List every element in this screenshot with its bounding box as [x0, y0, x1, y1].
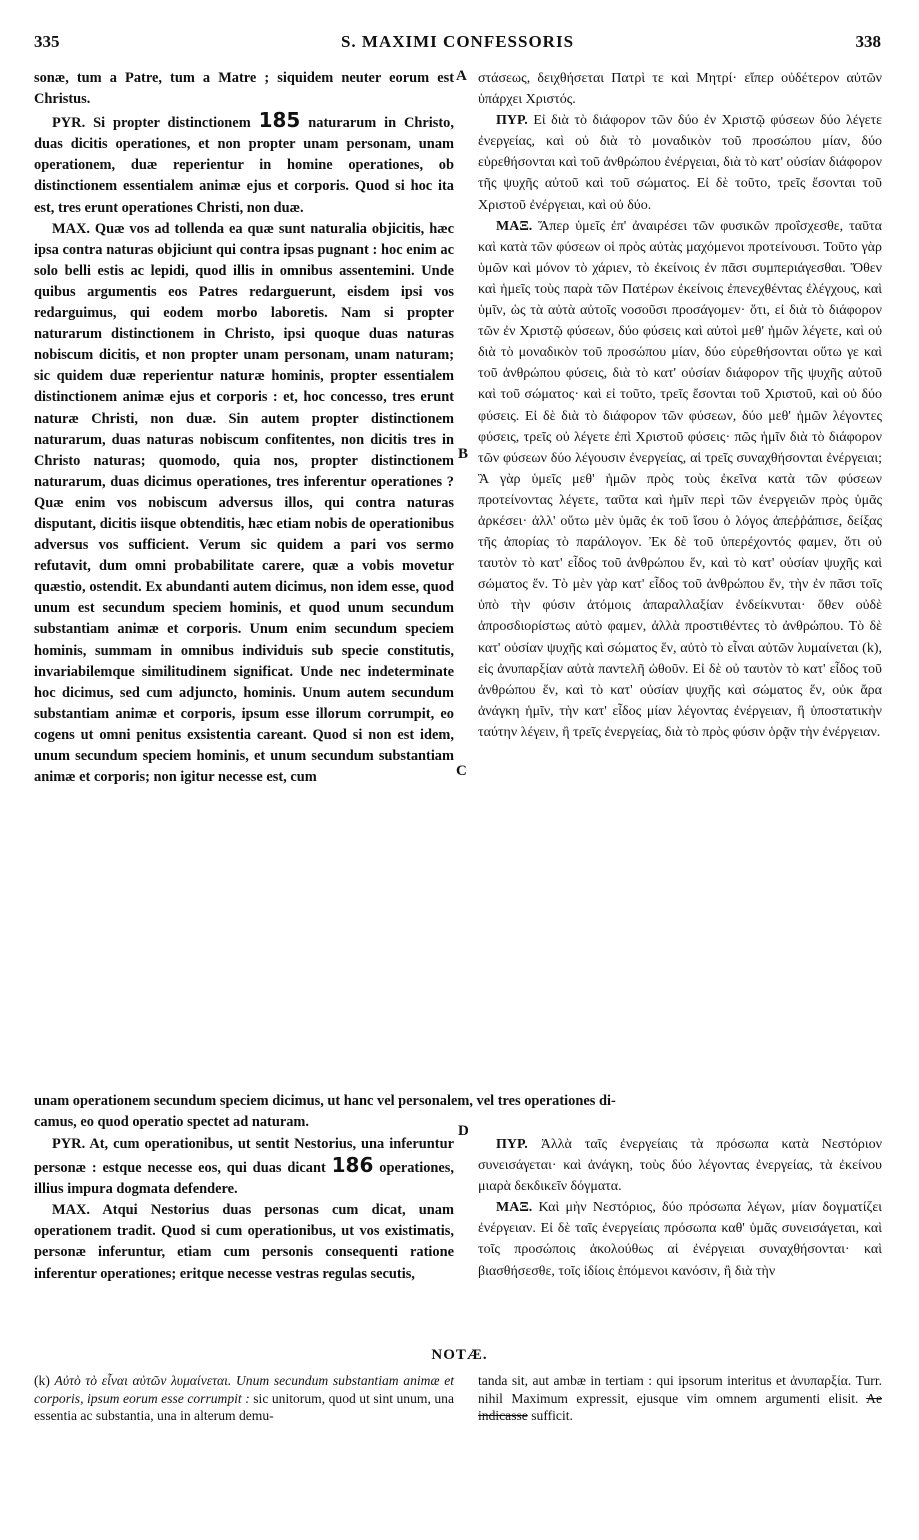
- column-number: 185: [258, 108, 301, 133]
- latin-paragraph-2: [34, 219, 454, 789]
- latin-text: naturarum in Christo, duas dicitis operationes, et non propter unam personam, unam operationem, duæ reperientur in homine operationes, ob distinctionem essentialem animæ ejus et corporis. Quod si hoc ita est, tres erunt operationes Christi, non duæ.: [34, 115, 454, 216]
- margin-marker-d: D: [458, 1123, 469, 1139]
- greek-column-lower: [478, 1134, 882, 1282]
- speaker-label: ΠΥΡ.: [496, 1137, 528, 1152]
- speaker-label: MAX.: [52, 1202, 90, 1219]
- speaker-label: MAX.: [52, 220, 90, 237]
- note-label: (k): [34, 1373, 50, 1388]
- note-text: sufficit.: [531, 1408, 573, 1423]
- note-left: [34, 1372, 454, 1425]
- note-text: sic unitorum, quod ut sint unum, una essentia ac substantia, una in alterum demu-: [34, 1390, 455, 1423]
- latin-text: Atqui Nestorius duas personas cum dicat, unam operationem tradit. Quod si cum operationibus, ut vos existimatis, personæ inferuntur, etiam cum personis consequenti ratione inferentur operationes; eritque necesse vestras regulas secutis,: [34, 1202, 454, 1282]
- note-right: [478, 1372, 882, 1425]
- full-width-block: [34, 1091, 884, 1133]
- greek-text: Ἅπερ ὑμεῖς ἐπ' ἀναιρέσει τῶν φυσικῶν προΐσχεσθε, ταῦτα καὶ κατὰ τῶν φύσεων οἱ πρὸς αὐτὰς μαχόμενοι προτείνουσι. Τοῦτο γὰρ ὑμῶν καὶ μόνον τὸ χάριεν, τὸ ἐκείνοις ἐν πᾶσι συμπεριάγεσθαι. Ὅθεν καὶ ἡμεῖς τοὺς παρὰ τῶν Πατέρων ἐκείνοις ἐπενεχθέντας ἐλέγχους, καὶ ὑμῖν, ὡς τὰ αὐτὰ αὐτοῖς νοσοῦσι προσάγομεν· ὅτι, εἰ διὰ τὸ διάφορον τῶν ἐν Χριστῷ φύσεων, δύο φύσεις καὶ αὐτοὶ μεθ' ἡμῶν λέγετε, καὶ οὐ διὰ τὸ μοναδικὸν τοῦ προσώπου μίαν, δύο εὑρεθήσονται οὕτω γε καὶ τοῦ ἀνθρώπου φύσεις, διὰ τὸ κατ' οὐσίαν διάφορον τῆς ψυχῆς αὐτοῦ καὶ τοῦ σώματος· καὶ εἰ τοῦτο, τρεῖς ἔσονται τοῦ Χριστοῦ, καὶ οὐ δύο φύσεις. Εἰ δὲ διὰ τὸ διάφορον τῶν φύσεων, δύο μεθ' ἡμῶν λέγοντες φύσεις, τρεῖς οὐ λέγετε ἐπὶ Χριστοῦ φύσεις· πῶς ἡμῖν διὰ τὸ διάφορον τῶν φύσεων δύο λέγουσιν ἐνεργείας, αἱ τρεῖς συναχθήσονται ἐνέργειαι; Ἃ γὰρ ὑμεῖς μεθ' ἡμῶν πρὸς τοὺς ἐκεῖνα κατὰ τῶν φύσεων προτείνοντας λέγετε, ταῦτα καὶ ἡμῖν περὶ τῶν ἐνεργειῶν πρὸς ὑμᾶς ἀρκέσει· ἀλλ' οὕτω μὲν ὑμᾶς ἐκ τοῦ ἴσου ὁ λόγος ἀπεῤῥάπισε, δείξας τῆς ἀπορίας τὸ παράλογον. Ἐκ δὲ τοῦ ὑπερέχοντός φαμεν, ὅτι οὐ ταυτὸν τὸ κατ' εἶδος τοῦ ἀνθρώπου ἕν, καὶ τὸ κατ' οὐσίαν ψυχῆς καὶ σώματος ἕν. Τὸ μὲν γὰρ κατ' εἶδος τοῦ ἀνθρώπου ἕν, τὴν ἐν πᾶσι τοῖς ὑπὸ τὴν φύσιν ἀτόμοις ἀπαραλλαξίαν ἐνδείκνυται· ὅθεν οὐδὲ ἀπροσδιορίστως αὐτὸ φαμεν, ἀλλὰ προστιθέντες τὸ ἀνθρώπου. Τὸ δὲ κατ' οὐσίαν ψυχῆς καὶ σώματος ἕν, αὐτὸ τὸ εἶναι αὐτῶν λυμαίνεται (k), εἰς ἀνυπαρξίαν αὐτὰ παντελῆ ὠθοῦν. Εἰ δὲ οὐ ταυτὸν τὸ κατ' εἶδος τοῦ ἀνθρώπου ἕν, καὶ τὸ κατ' οὐσίαν ψυχῆς καὶ σώματος ἕν, οὐκ ἄρα ἀνάγκη ἡμῖν, τὴν κατ' εἶδος μίαν λέγοντας ἐνέργειαν, ἢ ὑποστατικὴν ταύτην λέγειν, ἢ τρεῖς ἐνεργείας, διὰ τὸ πρὸς φύσιν ὁρᾷν τὴν ἐνέργειαν.: [478, 218, 882, 740]
- speaker-label: ΠΥΡ.: [496, 113, 528, 129]
- latin-paragraph-3: [34, 1134, 454, 1200]
- latin-paragraph-4: [34, 1200, 454, 1284]
- note-latin-italic: Unum secundum substantiam animæ et corporis, ipsum eorum esse corrumpit :: [34, 1373, 455, 1406]
- latin-column: [34, 68, 454, 788]
- page-number-left: 335: [34, 32, 60, 51]
- speaker-label: PYR.: [52, 1136, 86, 1152]
- note-text: tanda sit, aut ambæ in tertiam : qui ipsorum interitus et ἀνυπαρξία. Turr. nihil Maximum expressit, ejusque vim omnem argumenti elisit.: [478, 1373, 882, 1406]
- running-header: [34, 32, 881, 56]
- note-struck-text: Ae indicasse: [478, 1390, 882, 1423]
- margin-marker-b: B: [458, 446, 469, 462]
- latin-text: Si propter distinctionem: [93, 115, 251, 132]
- latin-column-lower: [34, 1134, 454, 1285]
- latin-text: Quæ vos ad tollenda ea quæ sunt naturalia objicitis, hæc ipsa contra naturas objiciunt qui contra ipsas pugnant : hoc enim ac solo belli estis ac lepidi, quod illis in omnibus assentemini. Unde quibus argumentis eos Patres redarguerunt, eisdem ipsi vos redarguimus, qui eodem morbo laboretis. Nam si propter naturarum distinctionem in Christo, ipsi quoque duas naturas nobiscum dicitis, et non propter unam personam, unam naturam; sic quidem duæ reperientur naturæ hominis, propter essentialem distinctionem animæ ejus et corporis : et, hoc concesso, tres erunt naturæ Christi, non duæ. Sin autem propter distinctionem naturarum, duas naturas nobiscum confitentes, non dicitis tres in Christo naturas; quomodo, quia nos, propter distinctionem naturarum, duas dicimus operationes, tres inferentur operationes ? Quæ enim vos nobiscum adversus illos, qui contra naturas disputant, dicitis iisque obtenditis, hæc etiam nobis de operationibus adversus vos sufficient. Verum sic quidem a pari vos sermo refutavit, dum omni probabilitate carere, quæ a vobis movetur quæstio, ostendit. Ex abundanti autem dicimus, non idem esse, quod unum est secundum speciem hominis, et quod unum secundum substantiam animæ et corporis. Unum enim secundum speciem hominis, summam in omnibus individuis sub specie constitutis, invariabilemque similitudinem significat. Unde nec indeterminate hoc dicimus, sed cum adjuncto, hominis. Unum autem secundum substantiam animæ et corporis, ipsum esse illorum corrumpit, eo cogens ut omni penitus exsistentia careant. Quod si non est idem, unum secundum speciem hominis, et unum secundum substantiam animæ et corporis; non igitur necesse est, cum: [34, 220, 454, 786]
- greek-paragraph-0: στάσεως, δειχθήσεται Πατρὶ τε καὶ Μητρί· εἴπερ οὐδέτερον αὐτῶν ὑπάρχει Χριστός.: [478, 71, 882, 108]
- latin-paragraph-0: sonæ, tum a Patre, tum a Matre ; siquidem neuter eorum est Christus.: [34, 70, 454, 108]
- full-width-line-2: camus, eo quod operatio spectet ad naturam.: [34, 1114, 310, 1130]
- full-width-line-1: unam operationem secundum speciem dicimus, ut hanc vel personalem, vel tres operationes di-: [34, 1093, 616, 1109]
- greek-text: Καὶ μὴν Νεστόριος, δύο πρόσωπα λέγων, μίαν δογματίζει ἐνέργειαν. Εἰ δὲ ταῖς ἐνεργείαις πρόσωπα καθ' ὑμᾶς συνεισάγεται, καὶ τοῖς προσώποις ἀκολούθως αἱ ἐνέργειαι συναχθήσονται· καὶ βιασθήσεσθε, τοῖς ἰδίοις ἑπόμενοι κανόσιν, ἢ διὰ τὴν: [478, 1200, 882, 1279]
- greek-text: Εἰ διὰ τὸ διάφορον τῶν δύο ἐν Χριστῷ φύσεων δύο λέγετε ἐνεργείας, καὶ οὐ διὰ τὸ μοναδικὸν τοῦ προσώπου μίαν, δύο εὑρεθήσονται καὶ τοῦ ἀνθρώπου ἐνέργειαι, διὰ τὸ κατ' οὐσίαν διάφορον τῆς ψυχῆς αὐτοῦ καὶ τοῦ σώματος. Εἰ δὲ τοῦτο, τρεῖς ἔσονται τοῦ Χριστοῦ ἐνέργειαι, καὶ οὐ δύο.: [478, 113, 883, 213]
- greek-paragraph-2: [478, 216, 882, 743]
- page-number-right: 338: [855, 32, 881, 51]
- margin-marker-c: C: [456, 763, 467, 779]
- speaker-label: ΜΑΞ.: [496, 218, 533, 234]
- greek-text: Ἀλλὰ ταῖς ἐνεργείαις τὰ πρόσωπα κατὰ Νεστόριον συνεισάγεται· καὶ ἀνάγκη, τοὺς δύο λέγοντας ἐνεργείας, τὰ ἐκείνου μιαρὰ δεκδικεῖν δόγματα.: [478, 1137, 882, 1195]
- latin-text: At, cum operationibus, ut sentit Nestorius, una inferuntur personæ : estque necesse eos, qui duas dicant: [34, 1136, 454, 1177]
- column-number: 186: [331, 1153, 374, 1178]
- notes-title: NOTÆ.: [431, 1347, 488, 1363]
- speaker-label: ΜΑΞ.: [496, 1200, 533, 1216]
- note-greek: Αὐτὸ τὸ εἶναι αὐτῶν λυμαίνεται.: [54, 1373, 232, 1388]
- greek-column: [478, 68, 882, 743]
- running-title: S. MAXIMI CONFESSORIS: [340, 32, 575, 51]
- latin-text: operationes, illius impura dogmata defendere.: [34, 1160, 454, 1198]
- margin-marker-a: A: [456, 68, 467, 84]
- speaker-label: PYR.: [52, 115, 86, 132]
- greek-paragraph-4: [478, 1197, 882, 1281]
- latin-paragraph-1: [34, 110, 454, 218]
- greek-paragraph-3: [478, 1134, 882, 1197]
- greek-paragraph-1: [478, 110, 882, 215]
